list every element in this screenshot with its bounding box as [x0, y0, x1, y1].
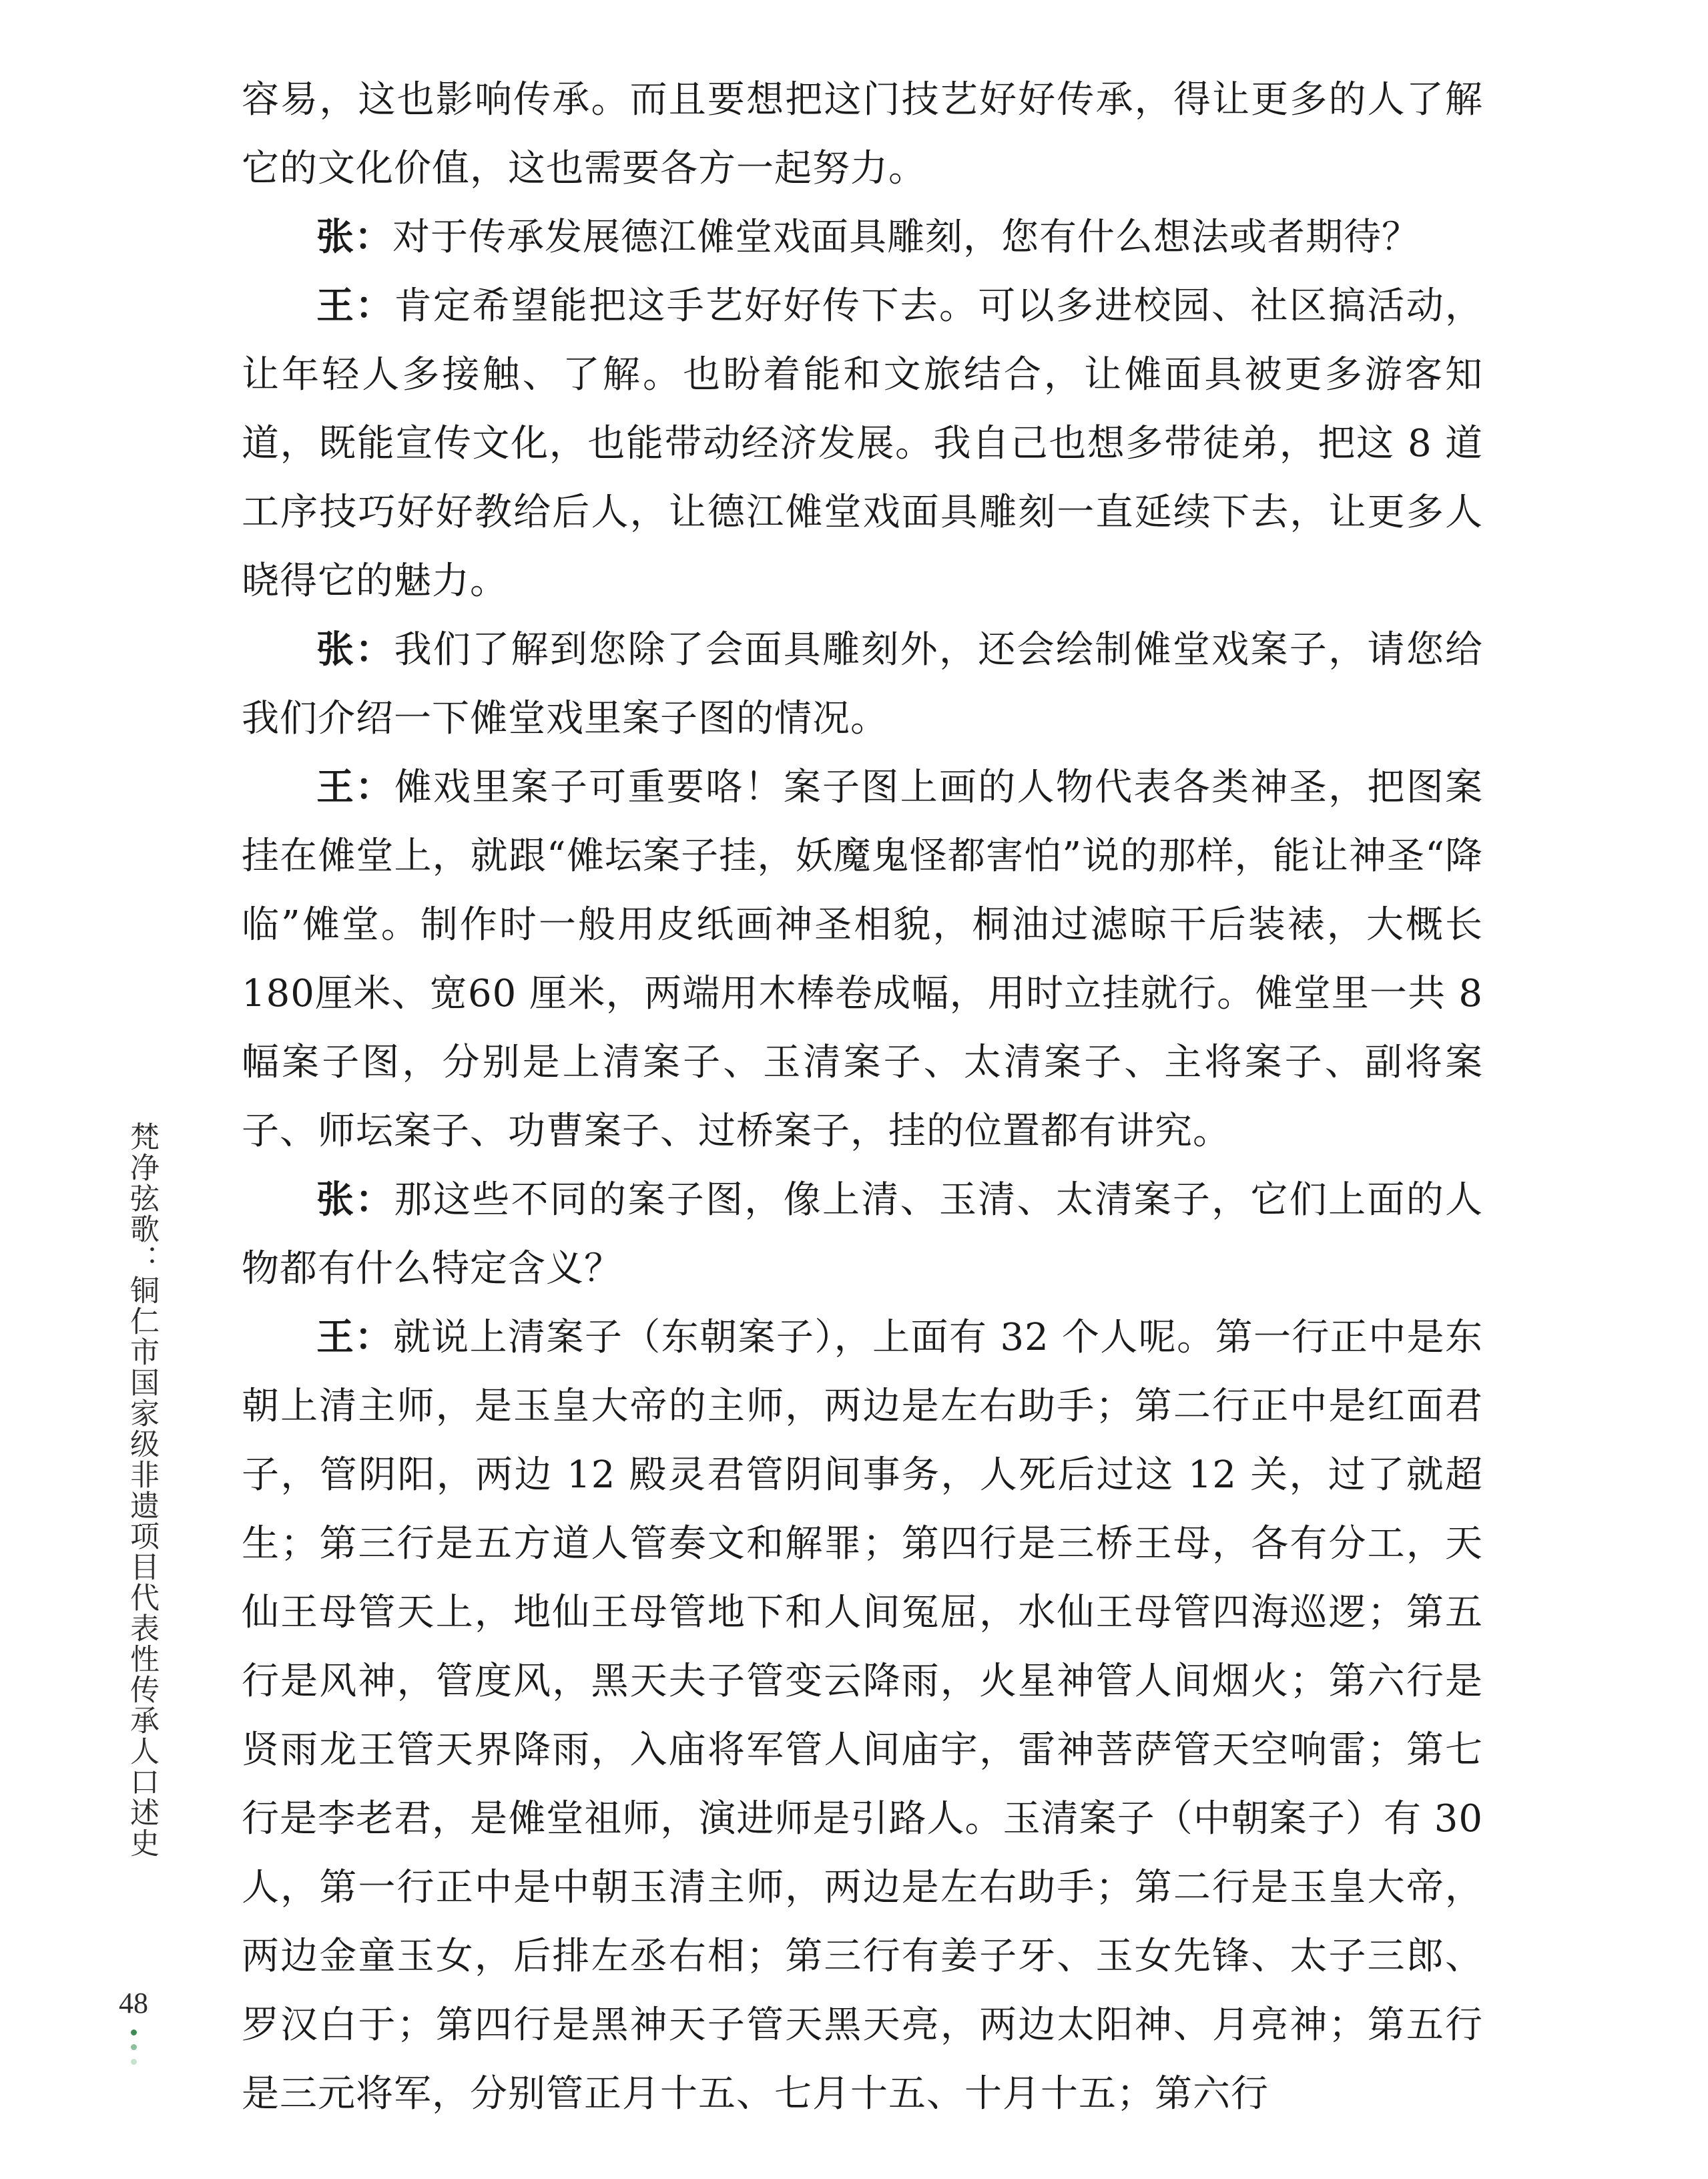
body-text: [242, 65, 1483, 2128]
paragraph-text: 我们了解到您除了会面具雕刻外，还会绘制傩堂戏案子，请您给我们介绍一下傩堂戏里案子图的情况。: [242, 628, 1484, 740]
paragraph-text: 肯定希望能把这手艺好好传下去。可以多进校园、社区搞活动，让年轻人多接触、了解。也盼着能和文旅结合，让傩面具被更多游客知道，既能宣传文化，也能带动经济发展。我自己也想多带徒弟，把这 8 道工序技巧好好教给后人，让德江傩堂戏面具雕刻一直延续下去，让更多人晓得它的魅力。: [242, 284, 1484, 603]
paragraph-5: [242, 753, 1483, 1166]
paragraph-text: 就说上清案子（东朝案子），上面有 32 个人呢。第一行正中是东朝上清主师，是玉皇大帝的主师，两边是左右助手；第二行正中是红面君子，管阴阳，两边 12 殿灵君管阴间事务，人死后过这 12 关，过了就超生；第三行是五方道人管奏文和解罪；第四行是三桥王母，各有分工，天仙王母管天上，地仙王母管地下和人间冤屈，水仙王母管四海巡逻；第五行是风神，管度风，黑天夫子管变云降雨，火星神管人间烟火；第六行是贤雨龙王管天界降雨，入庙将军管人间庙宇，雷神菩萨管天空响雷；第七行是李老君，是傩堂祖师，演进师是引路人。玉清案子（中朝案子）有 30 人，第一行正中是中朝玉清主师，两边是左右助手；第二行是玉皇大帝，两边金童玉女，后排左丞右相；第三行有姜子牙、玉女先锋、太子三郎、罗汉白于；第四行是黑神天子管天黑天亮，两边太阳神、月亮神；第五行是三元将军，分别管正月十五、七月十五、十月十五；第六行: [242, 1316, 1484, 2116]
paragraph-text: 那这些不同的案子图，像上清、玉清、太清案子，它们上面的人物都有什么特定含义？: [242, 1178, 1484, 1290]
paragraph-text: 傩戏里案子可重要咯！案子图上画的人物代表各类神圣，把图案挂在傩堂上，就跟“傩坛案子挂，妖魔鬼怪都害怕”说的那样，能让神圣“降临”傩堂。制作时一般用皮纸画神圣相貌，桐油过滤晾干后装裱，大概长180厘米、宽60 厘米，两端用木棒卷成幅，用时立挂就行。傩堂里一共 8 幅案子图，分别是上清案子、玉清案子、太清案子、主将案子、副将案子、师坛案子、功曹案子、过桥案子，挂的位置都有讲究。: [242, 766, 1484, 1153]
paragraph-3: [242, 272, 1483, 616]
paragraph-text: 对于传承发展德江傩堂戏面具雕刻，您有什么想法或者期待？: [392, 216, 1420, 259]
page-ornament: [129, 2029, 138, 2074]
ornament-dot: [131, 2029, 137, 2035]
paragraph-7: [242, 1303, 1483, 2128]
book-title-vertical: 梵净弦歌：铜仁市国家级非遗项目代表性传承人口述史: [125, 1122, 159, 1859]
paragraph-1: [242, 65, 1483, 203]
speaker-label: 张：: [316, 216, 392, 259]
page-number: 48: [119, 1987, 148, 2019]
paragraph-4: [242, 616, 1483, 753]
speaker-label: 张：: [316, 1178, 394, 1222]
speaker-label: 王：: [316, 766, 394, 809]
ornament-dot: [131, 2059, 137, 2065]
paragraph-2: [242, 203, 1483, 272]
speaker-label: 张：: [316, 628, 394, 672]
ornament-dot: [131, 2044, 137, 2050]
paragraph-text: 容易，这也影响传承。而且要想把这门技艺好好传承，得让更多的人了解它的文化价值，这也需要各方一起努力。: [242, 78, 1483, 190]
speaker-label: 王：: [316, 284, 394, 328]
speaker-label: 王：: [316, 1316, 393, 1359]
paragraph-6: [242, 1166, 1483, 1303]
